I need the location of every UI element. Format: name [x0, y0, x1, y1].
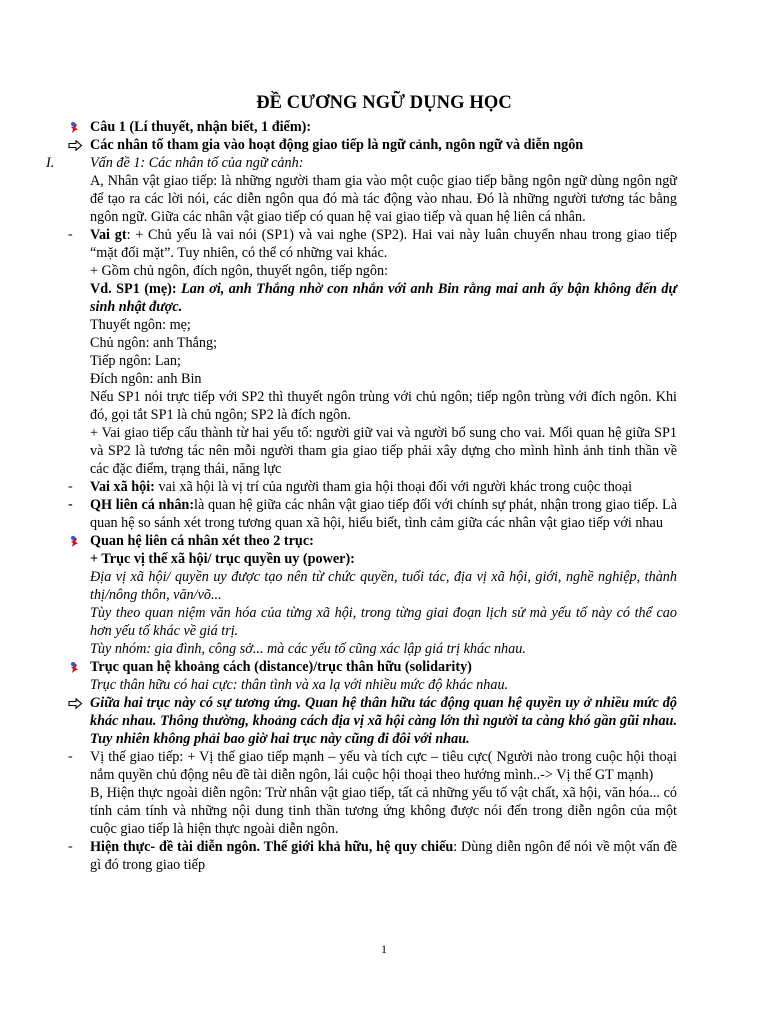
- paragraph: Thuyết ngôn: mẹ;: [90, 317, 191, 333]
- paragraph: Địa vị xã hội/ quyền uy được tạo nên từ chức quyền, tuổi tác, địa vị xã hội, giới, nghề nghiệp, thành thị/nông thôn, văn/võ...: [90, 569, 677, 603]
- document-body: [46, 118, 677, 874]
- outlined-right-arrow-icon: [68, 136, 84, 154]
- list-item: Trục quan hệ khoảng cách (distance)/trục thân hữu (solidarity): [90, 658, 677, 676]
- roman-numeral-marker: I.: [46, 155, 55, 171]
- dash-marker: -: [68, 749, 73, 764]
- list-item: - Vai xã hội: vai xã hội là vị trí của người tham gia hội thoại đối với người khác trong cuộc thoại: [68, 479, 633, 495]
- document-title: ĐỀ CƯƠNG NGỮ DỤNG HỌC: [256, 93, 512, 113]
- paragraph: Nếu SP1 nói trực tiếp với SP2 thì thuyết ngôn trùng với chủ ngôn; tiếp ngôn trùng với đích ngôn. Khi đó, gọi tắt SP1 là chủ ngôn; SP2 là đích ngôn.: [90, 389, 677, 423]
- list-item: - QH liên cá nhân:là quan hệ giữa các nhân vật giao tiếp đối với chính sự phát, nhận trong giao tiếp. Là quan hệ so sánh xét trong tương quan xã hội, hiểu biết, tình cảm giữa các nhân vật giao tiếp với nhau: [68, 497, 677, 531]
- paragraph: B, Hiện thực ngoài diễn ngôn: Trừ nhân vật giao tiếp, tất cả những yếu tố vật chất, xã hội, văn hóa... có tính cảm tính và những nội dung tinh thần tương ứng không được nói đến trong diễn ngôn của một cuộc giao tiếp là hiện thực ngoài diễn ngôn.: [90, 785, 677, 837]
- example-paragraph: Vd. SP1 (mẹ): Lan ơi, anh Thắng nhờ con nhắn với anh Bin rằng mai anh ấy bận không đến dự sinh nhật được.: [90, 281, 677, 315]
- dash-marker: -: [68, 479, 73, 494]
- page-number: 1: [381, 942, 387, 956]
- list-item: - Vai gt: + Chủ yếu là vai nói (SP1) và vai nghe (SP2). Hai vai này luân chuyển nhau trong giao tiếp “mặt đối mặt”. Tuy nhiên, có thể có những vai khác.: [68, 227, 677, 261]
- section-heading: I. Vấn đề 1: Các nhân tố của ngữ cảnh:: [46, 155, 304, 171]
- list-item: Các nhân tố tham gia vào hoạt động giao tiếp là ngữ cảnh, ngôn ngữ và diễn ngôn: [90, 136, 677, 154]
- push-pin-bullet-icon: [68, 658, 84, 676]
- list-item: Câu 1 (Lí thuyết, nhận biết, 1 điểm):: [90, 118, 677, 136]
- paragraph: + Gồm chủ ngôn, đích ngôn, thuyết ngôn, tiếp ngôn:: [90, 263, 389, 279]
- paragraph: Tiếp ngôn: Lan;: [90, 353, 181, 369]
- paragraph: Tùy theo quan niệm văn hóa của từng xã hội, trong từng giai đoạn lịch sử mà yếu tố này có thể cao hơn yếu tố khác về giá trị.: [90, 605, 677, 639]
- outlined-right-arrow-icon: [68, 694, 84, 712]
- paragraph: A, Nhân vật giao tiếp: là những người tham gia vào một cuộc giao tiếp bằng ngôn ngữ dùng ngôn ngữ để tạo ra các lời nói, các diễn ngôn qua đó mà tác động vào nhau. Đó là những người tương tác bằng ngôn ngữ. Giữa các nhân vật giao tiếp có quan hệ vai giao tiếp và quan hệ liên cá nhân.: [90, 173, 677, 225]
- list-item: Quan hệ liên cá nhân xét theo 2 trục:: [90, 532, 677, 550]
- paragraph: Tùy nhóm: gia đình, công sở... mà các yếu tố cũng xác lập giá trị khác nhau.: [90, 641, 526, 657]
- list-item: - Vị thế giao tiếp: + Vị thế giao tiếp mạnh – yếu và tích cực – tiêu cực( Người nào trong cuộc hội thoại nắm quyền chủ động nêu đề tài diễn ngôn, lái cuộc hội thoại theo hướng mình..-> Vị thế GT mạnh): [68, 749, 677, 783]
- push-pin-bullet-icon: [68, 118, 84, 136]
- dash-marker: -: [68, 227, 73, 242]
- dash-marker: -: [68, 497, 73, 512]
- subheading: + Trục vị thế xã hội/ trục quyền uy (power):: [90, 551, 355, 567]
- paragraph: Trục thân hữu có hai cực: thân tình và xa lạ với nhiều mức độ khác nhau.: [90, 677, 509, 693]
- dash-marker: -: [68, 839, 73, 854]
- paragraph: Đích ngôn: anh Bin: [90, 371, 202, 387]
- paragraph: + Vai giao tiếp cấu thành từ hai yếu tố: người giữ vai và người bổ sung cho vai. Mối quan hệ giữa SP1 và SP2 là tương tác nên mỗi người tham gia giao tiếp phải xây dựng cho mình hình ảnh tinh thần về các đặc điểm, trạng thái, năng lực: [90, 425, 677, 477]
- list-item: - Hiện thực- đề tài diễn ngôn. Thế giới khả hữu, hệ quy chiếu: Dùng diễn ngôn để nói về một vấn đề gì đó trong giao tiếp: [68, 839, 677, 873]
- list-item: Giữa hai trục này có sự tương ứng. Quan hệ thân hữu tác động quan hệ quyền uy ở nhiều mức độ khác nhau. Thông thường, khoảng cách địa vị xã hội càng lớn thì người ta càng khó gần gũi nhau. Tuy nhiên không phải bao giờ hai trục này cũng đi đôi với nhau.: [90, 694, 677, 748]
- push-pin-bullet-icon: [68, 532, 84, 550]
- paragraph: Chủ ngôn: anh Thắng;: [90, 335, 218, 351]
